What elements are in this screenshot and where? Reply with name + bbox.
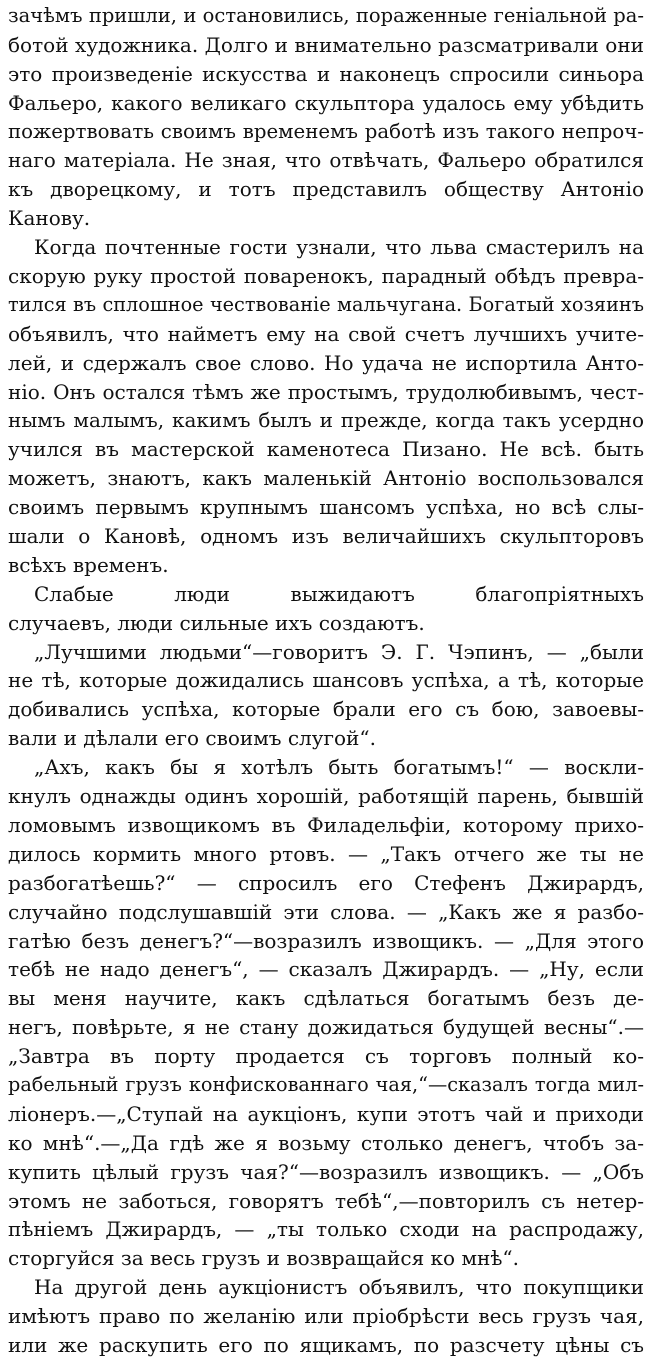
text-line: „Завтра въ порту продается съ торговъ полный ко- [8,1044,644,1069]
paragraph [8,233,644,580]
text-line: „Ахъ, какъ бы я хотѣлъ быть богатымъ!“ — воскли- [34,755,644,780]
text-line: объявилъ, что найметъ ему на свой счетъ лучшихъ учите- [8,321,644,346]
text-line: дилось кормить много ртовъ. — „Такъ отчего же ты не [8,841,644,866]
paragraph [8,638,644,754]
text-line: вали и дѣлали его своимъ слугой“. [8,726,376,751]
text-line: негъ, повѣрьте, я не стану дожидаться будущей весны“.— [8,1015,644,1040]
text-line: шали о Кановѣ, одномъ изъ величайшихъ скульпторовъ [8,524,644,549]
text-line: это произведеніе искусства и наконецъ спросили синьора [8,61,644,86]
text-line: этомъ не заботься, говорятъ тебѣ“,—повторилъ съ нетер- [8,1188,644,1213]
text-line: рабельный грузъ конфискованнаго чая,“—сказалъ тогда мил- [8,1072,644,1096]
text-line: ботой художника. Долго и внимательно разсматривали они [8,32,644,57]
text-line: пожертвовать своимъ временемъ работѣ изъ такого непроч- [8,119,644,143]
text-line: можетъ, знаютъ, какъ маленькій Антоніо воспользовался [8,466,644,491]
text-line: къ дворецкому, и тотъ представилъ обществу Антоніо [8,177,644,202]
text-line: ліонеръ.—„Ступай на аукціонъ, купи этотъ чай и приходи [8,1101,644,1126]
text-line: или же раскупить его по ящикамъ, по разсчету цѣны съ [8,1332,644,1357]
text-line: „Лучшими людьми“—говоритъ Э. Г. Чэпинъ, — „были [34,639,644,664]
text-line: тебѣ не надо денегъ“, — сказалъ Джирардъ. — „Ну, если [8,957,644,982]
text-line: сторгуйся за весь грузъ и возвращайся ко мнѣ“. [8,1246,519,1271]
text-line: разбогатѣешь?“ — спросилъ его Стефенъ Джирардъ, [8,870,644,895]
text-line: имѣютъ право по желанію или пріобрѣсти весь грузъ чая, [8,1304,644,1329]
text-line: не тѣ, которые дожидались шансовъ успѣха, а тѣ, которые [8,668,644,693]
text-line: лей, и сдержалъ свое слово. Но удача не испортила Анто- [8,350,644,375]
text-line: На другой день аукціонистъ объявилъ, что покупщики [34,1275,644,1300]
text-line: Канову. [8,206,91,231]
text-line: всѣхъ временъ. [8,552,169,577]
text-line: ко мнѣ“.—„Да гдѣ же я возьму столько денегъ, чтобъ за- [8,1130,644,1155]
text-line: скорую руку простой поваренокъ, парадный обѣдъ превра- [8,264,644,289]
text-line: гатѣю безъ денегъ?“—возразилъ извощикъ. — „Для этого [8,928,644,953]
text-line: тился въ сплошное чествованіе мальчугана. Богатый хозяинъ [8,292,644,316]
text-line: случаевъ, люди сильные ихъ создаютъ. [8,610,425,635]
text-line: зачѣмъ пришли, и остановились, пораженные геніальной ра- [8,4,644,27]
text-line: кнулъ однажды одинъ хорошій, работящій парень, бывшій [8,784,644,809]
paragraph [8,2,644,233]
text-line: своимъ первымъ крупнымъ шансомъ успѣха, но всѣ слы- [8,495,644,520]
text-line: пѣніемъ Джирардъ, — „ты только сходи на распродажу, [8,1217,644,1242]
paragraph [8,753,644,1273]
text-line: наго матеріала. Не зная, что отвѣчать, Фальеро обратился [8,148,644,173]
text-line: Слабые люди выжидаютъ благопріятныхъ [34,581,644,606]
text-line: Фальеро, какого великаго скульптора удалось ему убѣдить [8,90,644,115]
text-line: ломовымъ извощикомъ въ Филадельфіи, которому прихо- [8,812,644,837]
text-line: Когда почтенные гости узнали, что льва смастерилъ на [34,235,644,260]
paragraph [8,580,644,638]
book-page [8,2,644,1360]
text-line: ніо. Онъ остался тѣмъ же простымъ, трудолюбивымъ, чест- [8,379,644,404]
text-line: случайно подслушавшій эти слова. — „Какъ же я разбо- [8,899,644,924]
paragraph [8,1273,644,1360]
text-line: вы меня научите, какъ сдѣлаться богатымъ безъ де- [8,986,644,1011]
text-line: купить цѣлый грузъ чая?“—возразилъ извощикъ. — „Объ [8,1159,644,1184]
text-line: учился въ мастерской каменотеса Пизано. Не всѣ. быть [8,437,644,462]
text-line: нымъ малымъ, какимъ былъ и прежде, когда такъ усердно [8,408,644,433]
text-line: добивались успѣха, которые брали его съ бою, завоевы- [8,697,644,722]
